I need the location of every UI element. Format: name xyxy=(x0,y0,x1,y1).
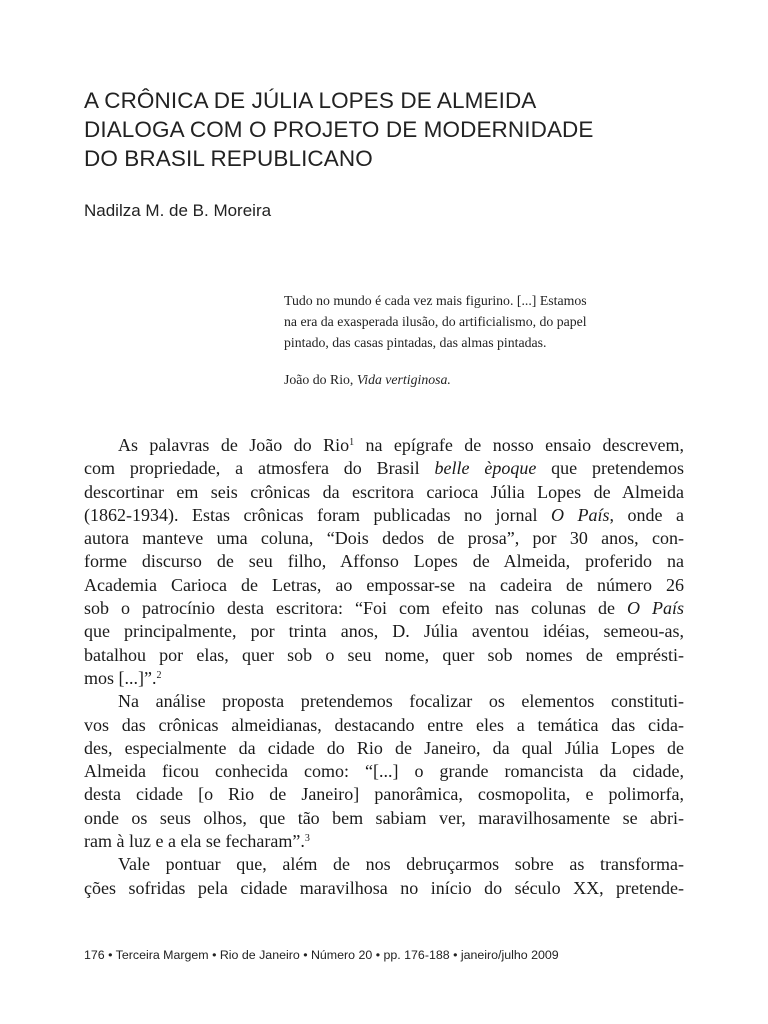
epigraph-line: Tudo no mundo é cada vez mais figurino. [...] Estamos xyxy=(284,293,587,308)
body-line xyxy=(84,690,684,713)
epigraph-source-author: João do Rio, xyxy=(284,372,354,387)
body-line xyxy=(84,597,684,620)
body-line-text: Na análise proposta pretendemos focalizar os elementos constituti- xyxy=(118,691,684,712)
title-line: DIALOGA COM O PROJETO DE MODERNIDADE xyxy=(84,117,594,142)
body-line xyxy=(84,527,684,550)
body-line-text: com propriedade, a atmosfera do Brasil xyxy=(84,458,435,479)
body-line-text: , onde a xyxy=(609,504,685,525)
body-line xyxy=(84,434,684,457)
body-line-text: forme discurso de seu filho, Affonso Lopes de Almeida, proferido na xyxy=(84,551,684,572)
body-line-text: ram à luz e a ela se fecharam”. xyxy=(84,831,305,852)
title-line: A CRÔNICA DE JÚLIA LOPES DE ALMEIDA xyxy=(84,88,537,113)
italic-term: O País xyxy=(626,598,684,619)
body-line-text: vos das crônicas almeidianas, destacando entre eles a temática das cida- xyxy=(84,714,684,735)
body-line-text: na epígrafe de nosso ensaio descrevem, xyxy=(354,435,684,455)
body-line xyxy=(84,807,684,830)
body-line-text: que principalmente, por trinta anos, D. Júlia aventou idéias, semeou-as, xyxy=(84,621,684,642)
body-line xyxy=(84,830,684,853)
body-text xyxy=(84,434,684,900)
body-line-text: sob o patrocínio desta escritora: “Foi com efeito nas colunas de xyxy=(84,598,627,619)
body-line-text: que pretendemos xyxy=(536,458,684,479)
body-line-text: As palavras de João do Rio xyxy=(118,435,350,455)
italic-term: O País xyxy=(550,504,610,525)
body-line-text: Almeida ficou conhecida como: “[...] o grande romancista da cidade, xyxy=(84,761,684,782)
page-footer: 176 • Terceira Margem • Rio de Janeiro • Número 20 • pp. 176-188 • janeiro/julho 2009 xyxy=(84,948,559,962)
body-line xyxy=(84,853,684,876)
body-line-text: batalhou por elas, quer sob o seu nome, quer sob nomes de emprésti- xyxy=(84,644,684,665)
italic-term: belle èpoque xyxy=(434,458,537,479)
epigraph-source xyxy=(284,369,684,390)
body-line xyxy=(84,574,684,597)
footnote-marker: 2 xyxy=(156,669,162,681)
body-line-text: des, especialmente da cidade do Rio de Janeiro, da qual Júlia Lopes de xyxy=(84,737,684,758)
body-line xyxy=(84,760,684,783)
body-line xyxy=(84,504,684,527)
body-line xyxy=(84,620,684,643)
body-line xyxy=(84,644,684,667)
body-line-text: onde os seus olhos, que tão bem sabiam ver, maravilhosamente se abri- xyxy=(84,807,684,828)
body-line-text: autora manteve uma coluna, “Dois dedos de prosa”, por 30 anos, con- xyxy=(84,528,684,549)
body-line-text: (1862-1934). Estas crônicas foram publicadas no jornal xyxy=(84,504,551,525)
body-line xyxy=(84,783,684,806)
body-line xyxy=(84,737,684,760)
body-line-text: desta cidade [o Rio de Janeiro] panorâmica, cosmopolita, e polimorfa, xyxy=(84,784,684,805)
epigraph-line: pintado, das casas pintadas, das almas pintadas. xyxy=(284,335,547,350)
body-line-text: Academia Carioca de Letras, ao empossar-se na cadeira de número 26 xyxy=(84,574,684,595)
body-line-text: descortinar em seis crônicas da escritora carioca Júlia Lopes de Almeida xyxy=(84,481,684,502)
footnote-marker: 3 xyxy=(304,833,310,845)
body-line xyxy=(84,714,684,737)
body-line xyxy=(84,481,684,504)
body-line xyxy=(84,550,684,573)
epigraph-source-title: Vida vertiginosa. xyxy=(356,372,451,387)
body-line-text: Vale pontuar que, além de nos debruçarmos sobre as transforma- xyxy=(118,854,684,875)
body-line xyxy=(84,457,684,480)
body-line-text: mos [...]”. xyxy=(84,667,157,688)
footnote-marker: 1 xyxy=(349,437,355,448)
title-line: DO BRASIL REPUBLICANO xyxy=(84,146,373,171)
epigraph-line: na era da exasperada ilusão, do artificialismo, do papel xyxy=(284,314,587,329)
body-line-text: ções sofridas pela cidade maravilhosa no início do século XX, pretende- xyxy=(84,877,684,898)
article-title xyxy=(84,86,704,173)
body-line xyxy=(84,667,684,690)
body-line xyxy=(84,877,684,900)
epigraph xyxy=(284,290,684,390)
author-name: Nadilza M. de B. Moreira xyxy=(84,201,272,220)
